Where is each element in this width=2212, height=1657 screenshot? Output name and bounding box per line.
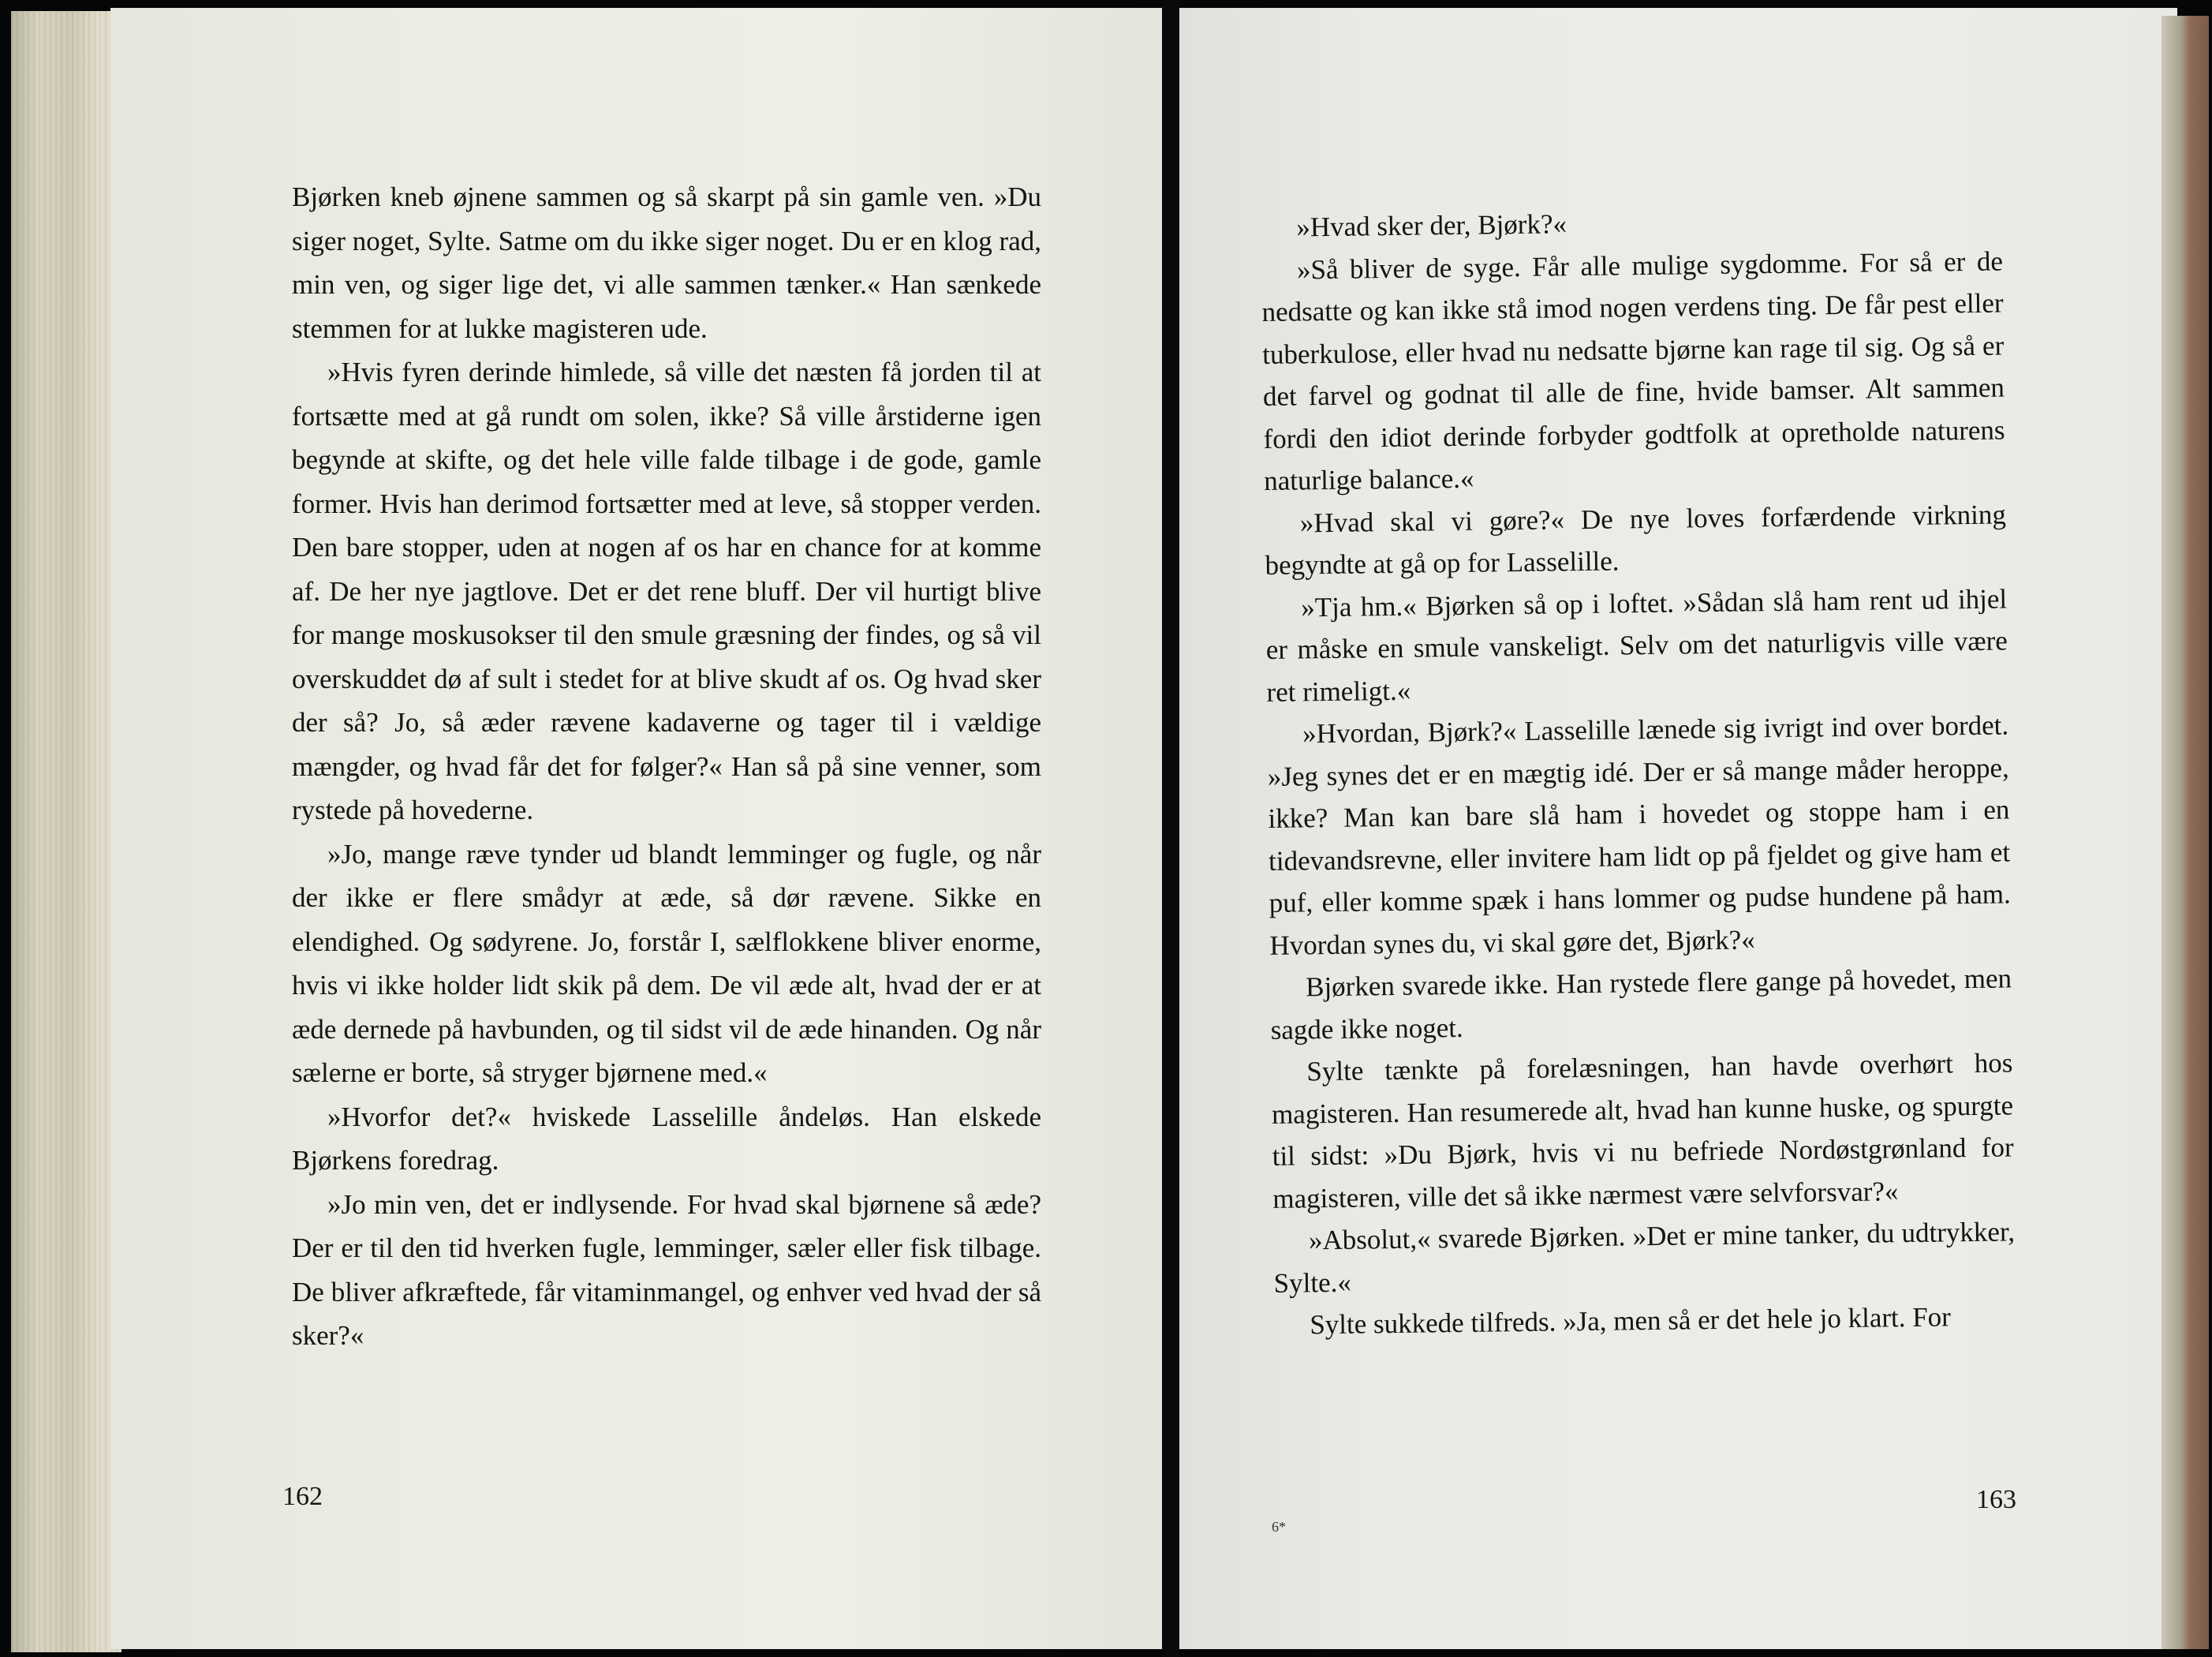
left-paragraph-4: »Hvorfor det?« hviskede Lasselille åndeløs. Han elskede Bjørkens foredrag. bbox=[292, 1101, 1041, 1176]
right-paragraph-6: Bjørken svarede ikke. Han rystede flere gange på hovedet, men sagde ikke noget. bbox=[1270, 963, 2012, 1045]
book-page-edges-left bbox=[11, 11, 121, 1652]
right-paragraph-9: Sylte sukkede tilfreds. »Ja, men så er det hele jo klart. For bbox=[1310, 1301, 1952, 1341]
right-paragraph-2: »Så bliver de syge. Får alle mulige sygdomme. For så er de nedsatte og kan ikke stå imod nogen verdens ting. De får pest eller tuberkulose, eller hvad nu nedsatte bjørne kan rage til sig. Og så er det farvel og godnat til alle de fine, hvide bamser. Alt sammen fordi den idiot derinde forbyder godtfolk at opretholde naturens naturlige balance.« bbox=[1261, 245, 2005, 496]
left-paragraph-3: »Jo, mange ræve tynder ud blandt lemminger og fugle, og når der ikke er flere smådyr at æde, så dør rævene. Sikke en elendighed. Og sødyrene. Jo, forstår I, sælflokkene bliver enorme, hvis vi ikke holder lidt skik på dem. De vil æde alt, hvad der er at æde dernede på havbunden, og til sidst vil de æde hinanden. Og når sælerne er borte, så stryger bjørnene med.« bbox=[292, 838, 1041, 1088]
book-gutter bbox=[1162, 0, 1179, 1657]
right-paragraph-3: »Hvad skal vi gøre?« De nye loves forfærdende virkning begyndte at gå op for Lasselille. bbox=[1265, 498, 2007, 581]
right-paragraph-1: »Hvad sker der, Bjørk?« bbox=[1296, 208, 1567, 243]
left-paragraph-5: »Jo min ven, det er indlysende. For hvad skal bjørnene så æde? Der er til den tid hverken fugle, lemminger, sæler eller fisk tilbage. De bliver afkræftede, får vitaminmangel, og enhver ved hvad der så sker?« bbox=[292, 1188, 1041, 1351]
right-paragraph-5: »Hvordan, Bjørk?« Lasselille lænede sig ivrigt ind over bordet. »Jeg synes det er en mægtig idé. Der er så mange måder heroppe, ikke? Man kan bare slå ham i hovedet og stoppe ham i en tidevandsrevne, eller invitere ham lidt op på fjeldet og give ham et puf, eller komme spæk i hans lommer og pudse hundene på ham. Hvordan synes du, vi skal gøre det, Bjørk?« bbox=[1267, 709, 2011, 961]
left-page-number: 162 bbox=[282, 1482, 323, 1511]
book-page-edges-right bbox=[2162, 16, 2209, 1649]
right-page-number: 163 bbox=[1976, 1485, 2016, 1514]
right-page-text bbox=[1261, 198, 2016, 1347]
left-paragraph-1: Bjørken kneb øjnene sammen og så skarpt på sin gamle ven. »Du siger noget, Sylte. Satme om du ikke siger noget. Du er en klog rad, min ven, og siger lige det, vi alle sammen tænker.« Han sænkede stemmen for at lukke magisteren ude. bbox=[292, 181, 1041, 344]
left-page-text bbox=[292, 175, 1041, 1358]
right-paragraph-4: »Tja hm.« Bjørken så op i loftet. »Sådan slå ham rent ud ihjel er måske en smule vanskeligt. Selv om det naturligvis ville være ret rimeligt.« bbox=[1265, 582, 2008, 708]
left-paragraph-2: »Hvis fyren derinde himlede, så ville det næsten få jorden til at fortsætte med at gå rundt om solen, ikke? Så ville årstiderne igen begynde at skifte, og det hele ville falde tilbage i de gode, gamle former. Hvis han derimod fortsætter med at leve, så stopper verden. Den bare stopper, uden at nogen af os har en chance for at komme af. De her nye jagtlove. Det er det rene bluff. Der vil hurtigt blive for mange moskusokser til den smule græsning der findes, og så vil overskuddet dø af sult i stedet for at blive skudt af os. Og hvad sker der så? Jo, så æder rævene kadaverne og tager til i vældige mængder, og hvad får det for følger?« Han så på sine venner, som rystede på hovederne. bbox=[292, 357, 1041, 825]
signature-mark: 6* bbox=[1272, 1519, 1286, 1535]
right-paragraph-8: »Absolut,« svarede Bjørken. »Det er mine tanker, du udtrykker, Sylte.« bbox=[1273, 1216, 2016, 1299]
right-paragraph-7: Sylte tænkte på forelæsningen, han havde overhørt hos magisteren. Han resumerede alt, hvad han kunne huske, og spurgte til sidst: »Du Bjørk, hvis vi nu befriede Nordøstgrønland for magisteren, ville det så ikke nærmest være selvforsvar?« bbox=[1271, 1047, 2014, 1214]
